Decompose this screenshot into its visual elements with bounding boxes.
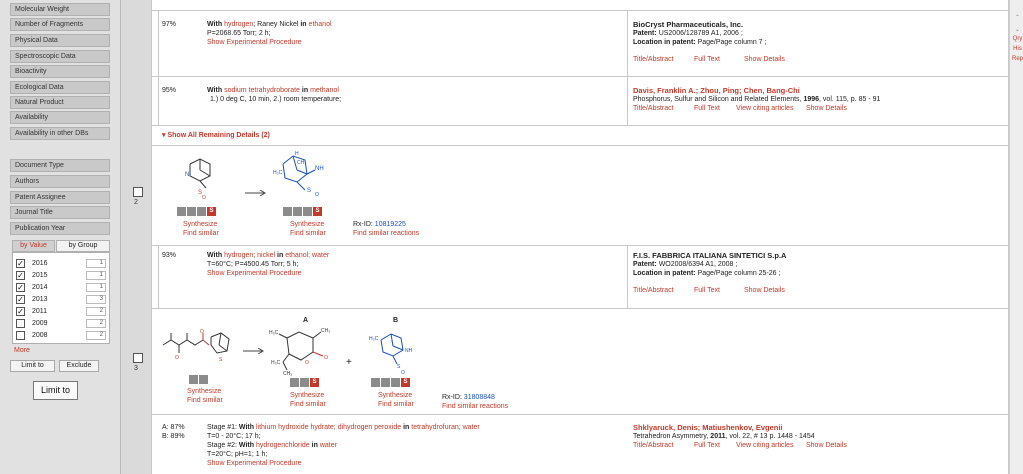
reaction-number: 3 <box>134 365 138 372</box>
title-abstract-link[interactable]: Title/Abstract <box>633 442 674 449</box>
svg-text:O: O <box>202 195 206 200</box>
divider <box>152 145 1008 146</box>
limit-to-large-button[interactable]: Limit to <box>33 381 78 400</box>
synthesize-link[interactable]: Synthesize <box>378 392 413 399</box>
substance-icon[interactable]: S <box>310 378 319 387</box>
svg-text:S: S <box>307 188 312 194</box>
year-checkbox-2014[interactable]: ✓ <box>17 283 24 292</box>
report-link[interactable]: Rep <box>1011 56 1023 62</box>
divider <box>152 10 1008 11</box>
show-details-link[interactable]: Show Details <box>806 442 847 449</box>
condition-detail: T=60°C; P=4500.45 Torr; 5 h; <box>207 261 299 268</box>
find-similar-link[interactable]: Find similar <box>290 401 326 408</box>
view-citing-articles-link[interactable]: View citing articles <box>736 105 794 112</box>
product-a-structure[interactable] <box>269 324 341 376</box>
stage2-detail: T=20°C; pH=1; 1 h; <box>207 451 268 458</box>
divider <box>152 308 1008 309</box>
facet-spectroscopic-data[interactable]: Spectroscopic Data <box>10 50 110 63</box>
reaction-arrow <box>245 190 267 196</box>
structure-tools <box>290 378 320 387</box>
reaction-results <box>121 0 1009 474</box>
reference-title: BioCryst Pharmaceuticals, Inc. <box>633 20 744 29</box>
reaction-conditions: With hydrogen; nickel in ethanol; water <box>207 252 330 259</box>
year-row-2009[interactable]: 2009 2 <box>16 319 108 330</box>
facet-availability[interactable]: Availability <box>10 111 110 124</box>
facet-molecular-weight[interactable]: Molecular Weight <box>10 3 110 16</box>
reaction-arrow <box>243 348 265 354</box>
right-tool-strip <box>1009 0 1023 474</box>
svg-text:H₃C: H₃C <box>369 336 379 342</box>
full-text-link[interactable]: Full Text <box>694 442 720 449</box>
title-abstract-link[interactable]: Title/Abstract <box>633 105 674 112</box>
reactant-structure[interactable] <box>159 325 239 370</box>
edit-icon[interactable] <box>371 378 380 387</box>
solvent-link[interactable]: water <box>319 442 337 449</box>
reaction-conditions: With sodium tetrahydroborate in methanol <box>207 87 339 94</box>
svg-text:O: O <box>401 370 405 376</box>
copy-icon[interactable] <box>293 207 302 216</box>
structure-tools <box>283 207 323 216</box>
copy-icon[interactable] <box>187 207 196 216</box>
show-all-remaining-details-link[interactable]: ▾ Show All Remaining Details (2) <box>162 132 270 139</box>
synthesize-link[interactable]: Synthesize <box>183 221 218 228</box>
patent-info: Patent: US2006/128789 A1, 2006 ; <box>633 30 743 37</box>
year-checkbox-2016[interactable]: ✓ <box>17 259 24 268</box>
reference-authors-link[interactable]: Davis, Franklin A.; Zhou, Ping; Chen, Bang-Chi <box>633 86 800 95</box>
svg-text:O: O <box>324 355 328 361</box>
product-structure[interactable] <box>271 148 339 200</box>
tab-by-value[interactable]: by Value <box>12 240 55 252</box>
yield-value: 97% <box>162 21 177 28</box>
reagent-link[interactable]: lithium hydroxide hydrate; dihydrogen peroxide <box>255 424 402 431</box>
chevron-down-icon: ▾ <box>162 132 166 139</box>
reaction-id: Rx-ID: 31808848 <box>442 394 495 401</box>
year-row-2011[interactable]: ✓ 2011 2 <box>16 307 108 318</box>
reagent-link[interactable]: hydrogenchloride <box>255 442 310 449</box>
find-similar-reactions-link[interactable]: Find similar reactions <box>353 230 420 237</box>
show-details-link[interactable]: Show Details <box>744 56 785 63</box>
svg-text:H₃C: H₃C <box>273 170 283 176</box>
query-link[interactable]: Qry <box>1012 36 1023 42</box>
full-text-link[interactable]: Full Text <box>694 56 720 63</box>
copy-icon[interactable] <box>381 378 390 387</box>
reagent-link[interactable]: sodium tetrahydroborate <box>224 87 300 94</box>
product-label-a: A <box>303 317 309 324</box>
location-in-patent: Location in patent: Page/Page column 7 ; <box>633 39 767 46</box>
find-similar-reactions-link[interactable]: Find similar reactions <box>442 403 509 410</box>
year-row-2014[interactable]: ✓ 2014 1 <box>16 283 108 294</box>
title-abstract-link[interactable]: Title/Abstract <box>633 287 674 294</box>
catalyst-link[interactable]: nickel <box>257 252 276 259</box>
reaction-id-link[interactable]: 10819225 <box>374 221 406 228</box>
year-checkbox-2009[interactable] <box>16 319 25 328</box>
full-text-link[interactable]: Full Text <box>694 287 720 294</box>
svg-text:NH: NH <box>315 166 324 172</box>
history-link[interactable]: His <box>1013 46 1022 52</box>
facet-natural-product[interactable]: Natural Product <box>10 96 110 109</box>
reagent-link[interactable]: hydrogen <box>224 252 254 259</box>
year-checkbox-2013[interactable]: ✓ <box>17 295 24 304</box>
substance-icon[interactable]: S <box>207 207 216 216</box>
patent-info: Patent: WO2008/6394 A1, 2008 ; <box>633 261 738 268</box>
svg-text:O: O <box>200 329 204 335</box>
stage1-conditions: Stage #1: With lithium hydroxide hydrate; dihydrogen peroxide in tetrahydrofuran; water <box>207 424 480 431</box>
substance-icon[interactable]: S <box>313 207 322 216</box>
year-row-2013[interactable]: ✓ 2013 3 <box>16 295 108 306</box>
svg-text:H: H <box>295 151 299 157</box>
find-similar-link[interactable]: Find similar <box>290 230 326 237</box>
zoom-icon[interactable] <box>300 378 309 387</box>
filter-sidebar <box>0 0 121 474</box>
facet-availability-other-dbs[interactable]: Availability in other DBs <box>10 127 110 140</box>
stage2-conditions: Stage #2: With hydrogenchloride in water <box>207 442 337 449</box>
edit-icon[interactable] <box>189 375 198 384</box>
facet-patent-assignee[interactable]: Patent Assignee <box>10 191 110 204</box>
structure-tools <box>177 207 217 216</box>
yield-value-b: B: 89% <box>162 433 185 440</box>
yield-value: 95% <box>162 87 177 94</box>
svg-text:O: O <box>305 360 309 366</box>
condition-detail: 1.) 0 deg C, 10 min, 2.) room temperature; <box>210 96 342 103</box>
svg-text:S: S <box>198 190 203 196</box>
solvent-link[interactable]: tetrahydrofuran; water <box>411 424 480 431</box>
year-row-2015[interactable]: ✓ 2015 1 <box>16 271 108 282</box>
svg-text:CH₃: CH₃ <box>283 371 293 376</box>
svg-text:CH₃: CH₃ <box>321 328 331 334</box>
view-citing-articles-link[interactable]: View citing articles <box>736 442 794 449</box>
synthesize-link[interactable]: Synthesize <box>290 392 325 399</box>
reaction-checkbox[interactable] <box>133 187 143 197</box>
synthesize-link[interactable]: Synthesize <box>187 388 222 395</box>
structure-tools <box>189 375 209 384</box>
divider <box>152 125 1008 126</box>
show-experimental-procedure-link[interactable]: Show Experimental Procedure <box>207 39 302 46</box>
divider <box>627 245 628 308</box>
facet-publication-year[interactable]: Publication Year <box>10 222 110 235</box>
tab-by-group[interactable]: by Group <box>56 240 110 252</box>
scroll-down-icon[interactable]: ⌄ <box>1014 27 1021 33</box>
svg-text:H₃C: H₃C <box>269 330 279 336</box>
substance-icon[interactable]: S <box>401 378 410 387</box>
year-row-2008[interactable]: 2008 2 <box>16 331 108 342</box>
reaction-id-link[interactable]: 31808848 <box>463 394 495 401</box>
more-years-link[interactable]: More <box>14 347 30 354</box>
year-checkbox-2008[interactable] <box>16 331 25 340</box>
year-checkbox-2015[interactable]: ✓ <box>17 271 24 280</box>
show-experimental-procedure-link[interactable]: Show Experimental Procedure <box>207 270 302 277</box>
year-row-2016[interactable]: ✓ 2016 1 <box>16 259 108 270</box>
year-filter-list <box>12 252 110 344</box>
show-details-link[interactable]: Show Details <box>744 287 785 294</box>
synthesize-link[interactable]: Synthesize <box>290 221 325 228</box>
reaction-number: 2 <box>134 199 138 206</box>
find-similar-link[interactable]: Find similar <box>378 401 414 408</box>
reference-authors-link[interactable]: Shklyaruck, Denis; Matiushenkov, Evgenii <box>633 423 783 432</box>
edit-icon[interactable] <box>290 378 299 387</box>
divider <box>152 414 1008 415</box>
svg-text:NH: NH <box>405 348 413 354</box>
find-similar-link[interactable]: Find similar <box>183 230 219 237</box>
svg-text:O: O <box>315 192 319 198</box>
divider <box>151 0 152 474</box>
show-details-link[interactable]: Show Details <box>806 105 847 112</box>
edit-icon[interactable] <box>177 207 186 216</box>
edit-icon[interactable] <box>283 207 292 216</box>
divider <box>158 245 159 308</box>
solvent-link[interactable]: ethanol; water <box>285 252 330 259</box>
divider <box>152 76 1008 77</box>
facet-document-type[interactable]: Document Type <box>10 159 110 172</box>
reaction-checkbox[interactable] <box>133 353 143 363</box>
show-experimental-procedure-link[interactable]: Show Experimental Procedure <box>207 460 302 467</box>
divider <box>158 10 159 125</box>
reaction-id: Rx-ID: 10819225 <box>353 221 406 228</box>
yield-value-a: A: 87% <box>162 424 185 431</box>
facet-authors[interactable]: Authors <box>10 175 110 188</box>
exclude-button[interactable]: Exclude <box>59 360 99 372</box>
year-view-tabs <box>12 240 110 252</box>
product-b-structure[interactable] <box>369 324 421 376</box>
reactant-structure[interactable] <box>176 150 231 200</box>
zoom-icon[interactable] <box>303 207 312 216</box>
zoom-icon[interactable] <box>391 378 400 387</box>
facet-bioactivity[interactable]: Bioactivity <box>10 65 110 78</box>
svg-text:S: S <box>219 357 223 363</box>
svg-text:S: S <box>397 364 401 370</box>
divider <box>152 245 1008 246</box>
stage1-detail: T=0 - 20°C; 17 h; <box>207 433 261 440</box>
location-in-patent: Location in patent: Page/Page column 25-26 ; <box>633 270 781 277</box>
svg-text:H₃C: H₃C <box>271 360 281 366</box>
journal-citation: Tetrahedron Asymmetry, 2011, vol. 22, # 13 p. 1448 - 1454 <box>633 433 815 440</box>
facet-ecological-data[interactable]: Ecological Data <box>10 81 110 94</box>
svg-text:O: O <box>175 355 179 361</box>
year-checkbox-2011[interactable]: ✓ <box>17 307 24 316</box>
row-selector-column <box>121 0 151 474</box>
yield-value: 93% <box>162 252 177 259</box>
svg-text:N: N <box>185 172 190 178</box>
facet-journal-title[interactable]: Journal Title <box>10 206 110 219</box>
reaction-conditions: With hydrogen; Raney Nickel in ethanol <box>207 21 332 28</box>
journal-citation: Phosphorus, Sulfur and Silicon and Related Elements, 1996, vol. 115, p. 85 - 91 <box>633 96 881 103</box>
solvent-link[interactable]: methanol <box>310 87 339 94</box>
structure-tools <box>371 378 411 387</box>
solvent-link[interactable]: ethanol <box>308 21 332 28</box>
full-text-link[interactable]: Full Text <box>694 105 720 112</box>
product-label-b: B <box>393 317 399 324</box>
scroll-up-icon[interactable]: ⌃ <box>1014 15 1021 21</box>
condition-detail: P=2068.65 Torr; 2 h; <box>207 30 271 37</box>
divider <box>627 10 628 125</box>
zoom-icon[interactable] <box>197 207 206 216</box>
limit-to-button[interactable]: Limit to <box>10 360 55 372</box>
facet-number-of-fragments[interactable]: Number of Fragments <box>10 18 110 31</box>
reference-title: F.I.S. FABBRICA ITALIANA SINTETICI S.p.A <box>633 251 787 260</box>
title-abstract-link[interactable]: Title/Abstract <box>633 56 674 63</box>
find-similar-link[interactable]: Find similar <box>187 397 223 404</box>
svg-text:CH₃: CH₃ <box>297 160 307 166</box>
facet-physical-data[interactable]: Physical Data <box>10 34 110 47</box>
reagent-link[interactable]: hydrogen <box>224 21 254 28</box>
zoom-icon[interactable] <box>199 375 208 384</box>
plus-sign: + <box>346 357 352 368</box>
